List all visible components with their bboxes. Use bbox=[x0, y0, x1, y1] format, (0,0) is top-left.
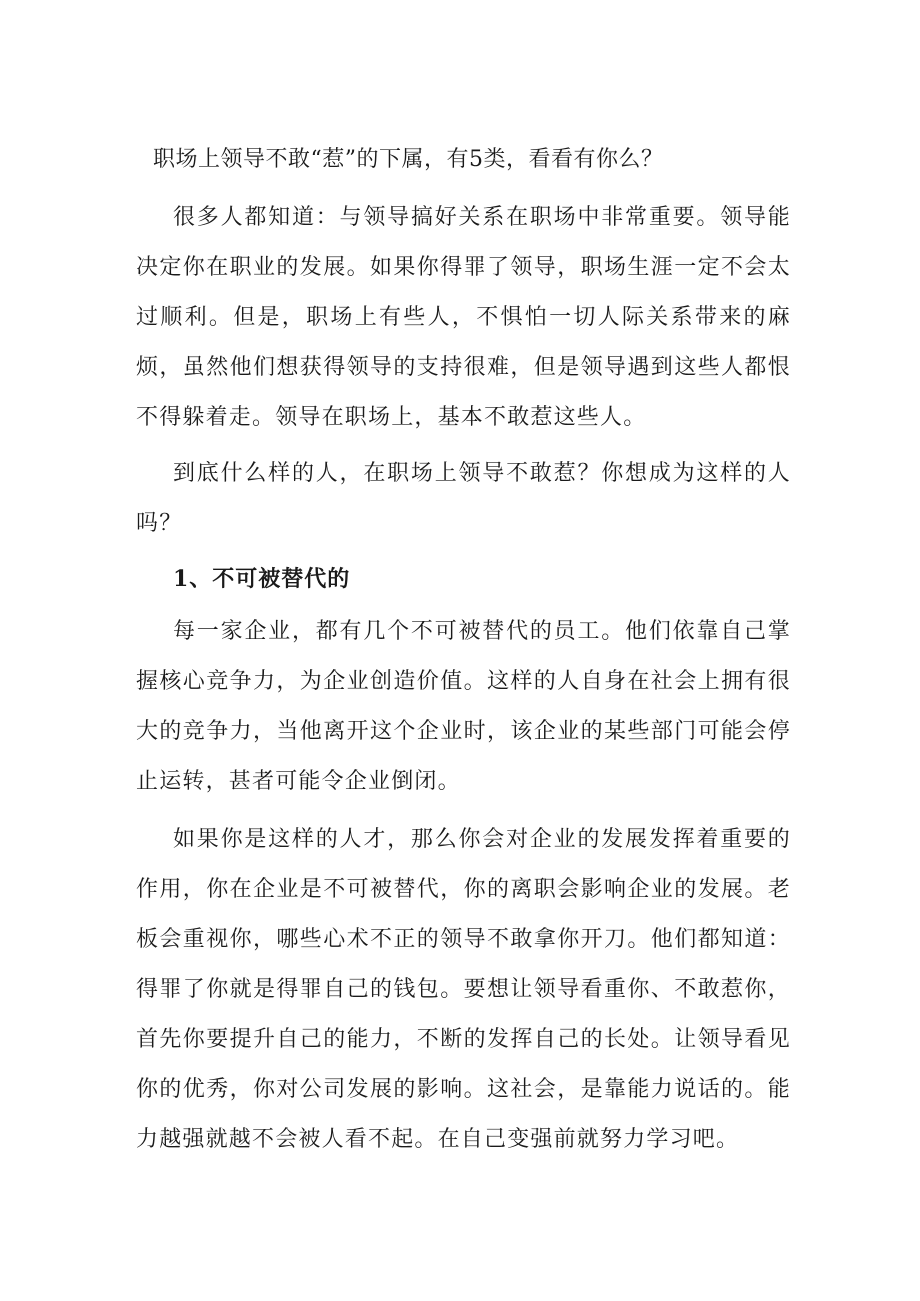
section-paragraph-2: 如果你是这样的人才，那么你会对企业的发展发挥着重要的作用，你在企业是不可被替代，你的离职会影响企业的发展。老板会重视你，哪些心术不正的领导不敢拿你开刀。他们都知道：得罪了你就是得罪自己的钱包。要想让领导看重你、不敢惹你，首先你要提升自己的能力，不断的发挥自己的长处。让领导看见你的优秀，你对公司发展的影响。这社会，是靠能力说话的。能力越强就越不会被人看不起。在自己变强前就努力学习吧。 bbox=[136, 827, 791, 1152]
article-title: 职场上领导不敢“惹”的下属，有5类，看看有你么？ bbox=[153, 147, 664, 172]
section-paragraph-1: 每一家企业，都有几个不可被替代的员工。他们依靠自己掌握核心竞争力，为企业创造价值。这样的人自身在社会上拥有很大的竞争力，当他离开这个企业时，该企业的某些部门可能会停止运转，甚者可能令企业倒闭。 bbox=[136, 619, 791, 794]
question-paragraph: 到底什么样的人，在职场上领导不敢惹？你想成为这样的人吗？ bbox=[136, 461, 791, 536]
intro-paragraph: 很多人都知道：与领导搞好关系在职场中非常重要。领导能决定你在职业的发展。如果你得罪了领导，职场生涯一定不会太过顺利。但是，职场上有些人，不惧怕一切人际关系带来的麻烦，虽然他们想获得领导的支持很难，但是领导遇到这些人都恨不得躲着走。领导在职场上，基本不敢惹这些人。 bbox=[136, 205, 791, 430]
section-heading: 1、不可被替代的 bbox=[173, 566, 351, 592]
